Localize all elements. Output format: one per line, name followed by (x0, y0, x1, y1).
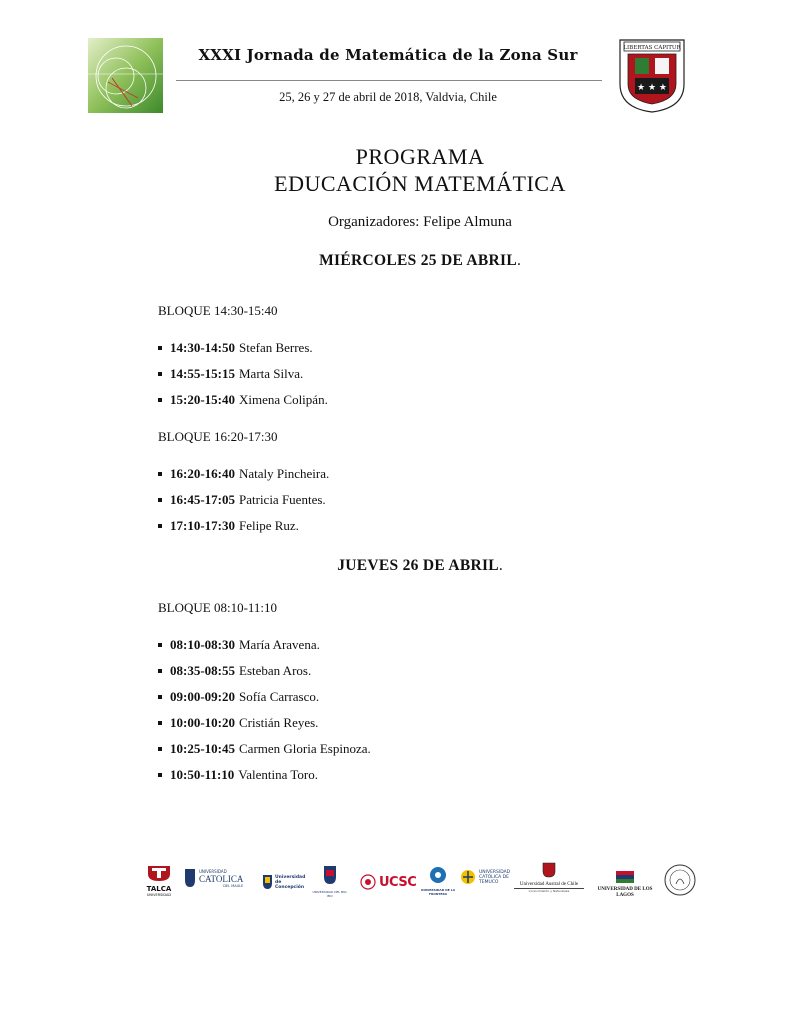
talk-speaker: Carmen Gloria Espinoza. (239, 741, 371, 756)
ubb-logo: UNIVERSIDAD DEL BÍO-BÍO (310, 864, 350, 898)
talk-speaker: Esteban Aros. (239, 663, 312, 678)
talk-item (158, 715, 318, 731)
svg-text:LIBERTAS CAPITUR: LIBERTAS CAPITUR (623, 45, 681, 51)
talk-item (158, 492, 326, 508)
uct-logo: UNIVERSIDAD CATÓLICA DE TEMUCO (460, 868, 517, 886)
talk-speaker: Marta Silva. (239, 366, 304, 381)
svg-text:★ ★ ★: ★ ★ ★ (637, 83, 667, 93)
program-title-line2: EDUCACIÓN MATEMÁTICA (274, 171, 566, 196)
talk-item (158, 392, 328, 408)
day-heading-period: . (517, 252, 521, 269)
day-heading-period: . (498, 557, 503, 574)
day-heading (0, 252, 800, 270)
talk-time: 16:20-16:40 (170, 466, 235, 481)
bullet-icon (158, 695, 162, 699)
talk-item (158, 689, 319, 705)
talk-speaker: Valentina Toro. (238, 767, 319, 782)
uach-crest-logo (618, 38, 686, 114)
talk-speaker: Patricia Fuentes. (239, 492, 326, 507)
talk-speaker: Stefan Berres. (239, 340, 313, 355)
talk-time: 08:35-08:55 (170, 663, 235, 678)
conference-title: XXXI Jornada de Matemática de la Zona Sur (198, 46, 578, 64)
talk-speaker: Sofía Carrasco. (239, 689, 320, 704)
bullet-icon (158, 643, 162, 647)
university-seal-logo (664, 864, 696, 900)
block-label: BLOQUE 14:30-15:40 (158, 303, 278, 318)
block-label: BLOQUE 08:10-11:10 (158, 600, 278, 615)
bullet-icon (158, 721, 162, 725)
talk-item (158, 466, 329, 482)
talk-speaker: Nataly Pincheira. (239, 466, 330, 481)
talk-time: 15:20-15:40 (170, 392, 235, 407)
ucsc-logo: UCSC (360, 874, 416, 890)
bullet-icon (158, 398, 162, 402)
ucm-logo: UNIVERSIDAD CATOLICA DEL MAULE (184, 868, 243, 888)
conference-dates: 25, 26 y 27 de abril de 2018, Valdvia, Chile (279, 90, 497, 104)
sponsor-logos (140, 860, 700, 910)
day-heading (0, 557, 800, 575)
organizers: Organizadores: Felipe Almuna (328, 214, 512, 230)
talk-speaker: Ximena Colipán. (239, 392, 328, 407)
header-rule (176, 80, 602, 81)
talk-time: 17:10-17:30 (170, 518, 235, 533)
talk-speaker: María Aravena. (239, 637, 320, 652)
block-label: BLOQUE 16:20-17:30 (158, 429, 278, 444)
bullet-icon (158, 498, 162, 502)
talk-item (158, 767, 318, 783)
talk-time: 10:00-10:20 (170, 715, 235, 730)
uach-footer-logo: Universidad Austral de Chile Conocimiento y Naturaleza (514, 862, 584, 894)
talk-time: 16:45-17:05 (170, 492, 235, 507)
talk-time: 14:30-14:50 (170, 340, 235, 355)
talk-item (158, 366, 303, 382)
ufro-logo: UNIVERSIDAD DE LA FRONTERA (418, 866, 458, 896)
talk-item (158, 663, 311, 679)
bullet-icon (158, 747, 162, 751)
udec-logo: Universidad de Concepción (262, 874, 301, 890)
bullet-icon (158, 372, 162, 376)
bullet-icon (158, 346, 162, 350)
day-heading-text: MIÉRCOLES 25 DE ABRIL (319, 252, 518, 269)
talk-item (158, 741, 371, 757)
talk-time: 10:50-11:10 (170, 767, 235, 782)
program-title-line1: PROGRAMA (355, 144, 485, 169)
talk-time: 09:00-09:20 (170, 689, 235, 704)
bullet-icon (158, 524, 162, 528)
talk-speaker: Cristián Reyes. (239, 715, 319, 730)
bullet-icon (158, 669, 162, 673)
conference-logo (88, 38, 163, 113)
talk-item (158, 637, 320, 653)
program-title (0, 143, 800, 197)
talca-logo: TALCA UNIVERSIDAD (142, 864, 176, 898)
talk-time: 14:55-15:15 (170, 366, 235, 381)
talk-time: 08:10-08:30 (170, 637, 235, 652)
bullet-icon (158, 472, 162, 476)
talk-item (158, 340, 313, 356)
talk-time: 10:25-10:45 (170, 741, 235, 756)
talk-speaker: Felipe Ruz. (239, 518, 299, 533)
ulagos-logo: UNIVERSIDAD DE LOS LAGOS (592, 868, 658, 899)
talk-item (158, 518, 299, 534)
day-heading-text: JUEVES 26 DE ABRIL (337, 557, 499, 574)
bullet-icon (158, 773, 162, 777)
